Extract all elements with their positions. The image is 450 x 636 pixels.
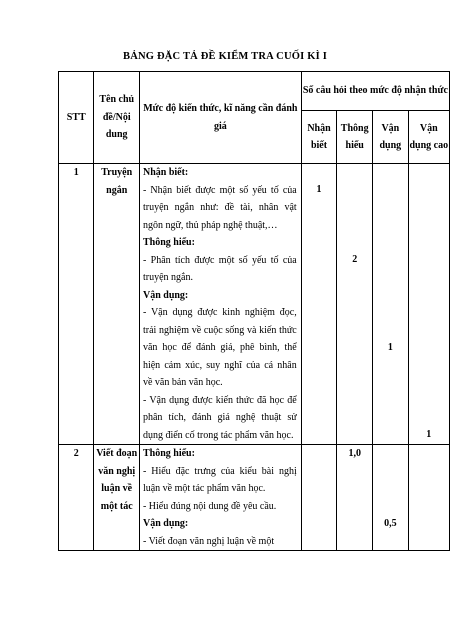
cell-thong-hieu (337, 164, 373, 445)
table-row (59, 445, 450, 551)
description-line: - Hiểu đặc trưng của kiểu bài nghị luận về một tác phẩm văn học. (142, 465, 297, 494)
count-value: 1 (316, 184, 322, 195)
description-line: - Viết đoạn văn nghị luận về một (142, 535, 275, 547)
count-value: 2 (352, 254, 358, 265)
cell-van-dung (373, 445, 409, 551)
description-line: - Hiểu đúng nội dung đề yêu cầu. (142, 500, 277, 512)
row-stt: 1 (59, 164, 94, 445)
level-heading: Vận dụng: (142, 289, 189, 301)
row-topic: Viết đoạn văn nghị luận về một tác (94, 445, 140, 551)
description-line: - Phân tích được một số yếu tố của truyện ngắn. (142, 254, 297, 283)
count-value: 0,5 (384, 518, 397, 529)
cell-van-dung-cao (408, 164, 449, 445)
level-heading: Vận dụng: (142, 518, 189, 529)
page-title: BẢNG ĐẶC TẢ ĐỀ KIỂM TRA CUỐI KÌ I (123, 51, 327, 62)
level-heading: Thông hiểu: (142, 448, 195, 459)
row-stt: 2 (59, 445, 94, 551)
header-topic: Tên chủ đề/Nội dung (94, 72, 140, 164)
header-level-nhan-biet: Nhận biết (301, 111, 337, 164)
row-description (139, 445, 301, 551)
row-description (139, 164, 301, 445)
cell-nhan-biet (301, 445, 337, 551)
cell-van-dung-cao (408, 445, 449, 551)
description-line: - Vận dụng được kinh nghiệm đọc, trải nghiệm về cuộc sống và kiến thức văn học để đánh giá, phê bình, thể hiện cảm xúc, suy nghĩ của cá nhân về văn bản văn học. (142, 307, 297, 388)
count-value: 1 (387, 342, 393, 353)
description-line: - Nhận biết được một số yếu tố của truyện ngắn như: đề tài, nhân vật ngôn ngữ, thủ pháp nghệ thuật,… (142, 184, 297, 231)
header-level-van-dung-cao: Vận dụng cao (408, 111, 449, 164)
table-row (59, 164, 450, 445)
cell-van-dung (373, 164, 409, 445)
header-description: Mức độ kiến thức, kĩ năng cần đánh giá (139, 72, 301, 164)
specification-table (58, 71, 450, 551)
description-line: - Vận dụng được kiến thức đã học để phân tích, đánh giá nghệ thuật sử dụng điển cố trong tác phẩm văn học. (142, 394, 297, 441)
level-heading: Thông hiểu: (142, 237, 195, 248)
count-value: 1 (426, 429, 432, 440)
header-question-levels: Số câu hỏi theo mức độ nhận thức (301, 72, 449, 111)
header-level-thong-hieu: Thông hiểu (337, 111, 373, 164)
header-level-van-dung: Vận dụng (373, 111, 409, 164)
cell-nhan-biet (301, 164, 337, 445)
level-heading: Nhận biết: (142, 167, 189, 178)
header-stt: STT (59, 72, 94, 164)
count-value: 1,0 (348, 448, 361, 459)
row-topic: Truyện ngắn (94, 164, 140, 445)
cell-thong-hieu (337, 445, 373, 551)
